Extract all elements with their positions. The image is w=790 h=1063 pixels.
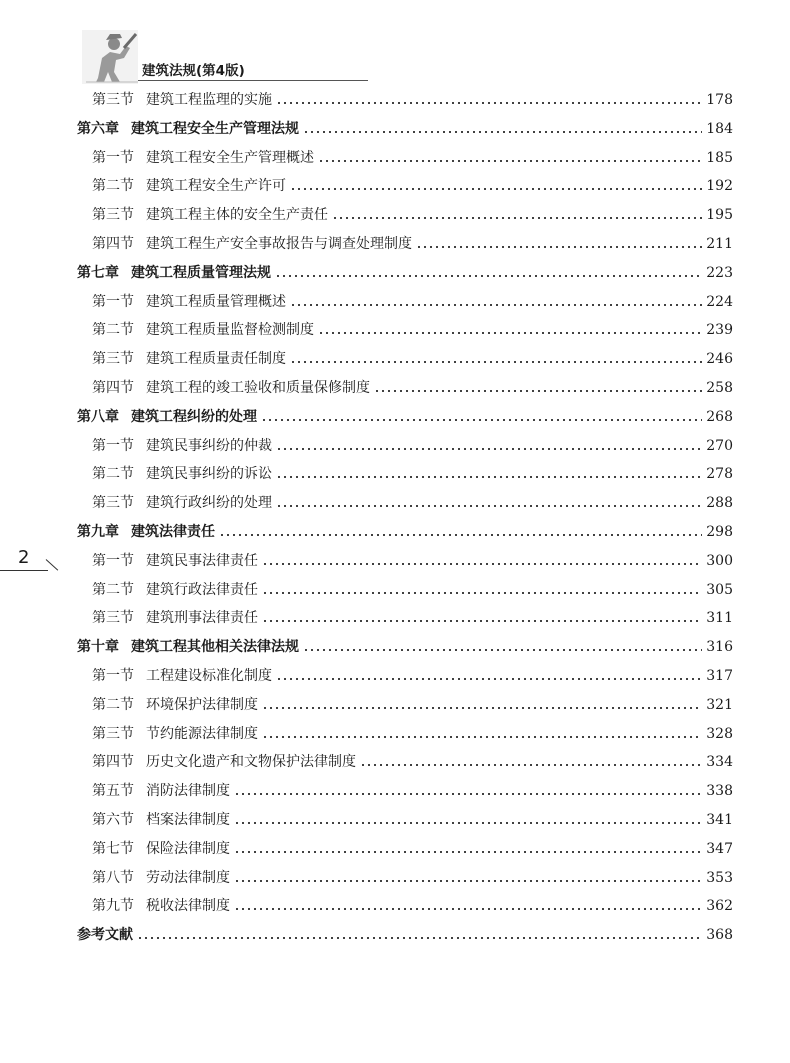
toc-section-row[interactable] [92,432,733,460]
construction-worker-logo-icon [80,28,140,86]
toc-section-row[interactable] [92,777,733,805]
toc-entry-page: 328 [706,725,733,742]
toc-entry-page: 268 [706,408,733,425]
toc-entry-label: 第三节 [92,610,134,627]
toc-chapter-row[interactable] [77,403,733,431]
toc-entry-title: 工程建设标准化制度 [146,668,272,684]
dot-leader [234,822,702,824]
toc-section-row[interactable] [92,720,733,748]
toc-entry-title: 建筑工程安全生产管理法规 [131,120,299,137]
toc-entry-page: 223 [706,264,733,281]
dot-leader [290,361,702,363]
toc-entry-title: 建筑工程纠纷的处理 [131,408,257,425]
dot-leader [275,275,702,277]
toc-chapter-row[interactable] [77,115,733,143]
toc-entry-page: 195 [706,207,733,224]
toc-entry-title: 保险法律制度 [146,840,230,857]
toc-entry-page: 270 [706,437,733,454]
toc-entry-title: 建筑工程安全生产管理概述 [146,149,314,166]
dot-leader [276,678,702,680]
dot-leader [262,620,702,622]
toc-entry-label: 第一节 [92,293,134,310]
toc-section-row[interactable] [92,576,733,604]
toc-section-row[interactable] [92,489,733,517]
toc-entry-title: 建筑工程安全生产许可 [146,178,286,195]
toc-section-row[interactable] [92,547,733,575]
dot-leader [303,131,702,133]
toc-section-row[interactable] [92,86,733,114]
dot-leader [318,160,702,162]
toc-chapter-row[interactable] [77,259,733,287]
page-number: 2 [18,547,30,568]
toc-entry-page: 184 [706,120,733,137]
dot-leader [360,764,702,766]
dot-leader [261,419,702,421]
dot-leader [374,390,702,392]
toc-entry-label: 第一节 [92,437,134,454]
dot-leader [276,505,702,507]
toc-entry-label: 第六节 [92,812,134,828]
toc-entry-page: 211 [706,236,733,252]
toc-entry-label: 第六章 [77,120,119,137]
toc-entry-label: 第五节 [92,783,134,800]
toc-entry-title: 建筑工程的竣工验收和质量保修制度 [146,380,370,396]
toc-entry-page: 362 [706,898,733,915]
toc-entry-page: 341 [706,812,733,828]
toc-entry-title: 建筑工程生产安全事故报告与调查处理制度 [146,236,412,252]
toc-entry-title: 历史文化遗产和文物保护法律制度 [146,754,356,771]
toc-entry-title: 环境保护法律制度 [146,696,258,713]
toc-section-row[interactable] [92,835,733,863]
toc-section-row[interactable] [92,460,733,488]
dot-leader [290,304,702,306]
toc-section-row[interactable] [92,316,733,344]
toc-entry-page: 278 [706,466,733,483]
dot-leader [303,649,702,651]
toc-section-row[interactable] [92,892,733,920]
toc-chapter-row[interactable] [77,921,733,949]
toc-entry-title: 参考文献 [77,927,133,944]
toc-entry-page: 288 [706,495,733,512]
dot-leader [234,908,702,910]
toc-section-row[interactable] [92,806,733,834]
toc-entry-page: 316 [706,639,733,656]
toc-entry-label: 第二节 [92,581,134,598]
toc-entry-label: 第三节 [92,207,134,224]
toc-entry-title: 建筑民事法律责任 [146,552,258,569]
toc-section-row[interactable] [92,288,733,316]
dot-leader [234,880,702,882]
toc-section-row[interactable] [92,201,733,229]
toc-entry-label: 第一节 [92,149,134,166]
toc-entry-label: 第十章 [77,639,119,656]
toc-entry-page: 334 [706,754,733,771]
toc-entry-page: 246 [706,351,733,368]
toc-entry-page: 338 [706,783,733,800]
toc-entry-page: 239 [706,322,733,339]
toc-entry-page: 347 [706,840,733,857]
toc-entry-title: 建筑行政法律责任 [146,581,258,598]
toc-entry-label: 第四节 [92,754,134,771]
toc-entry-title: 建筑工程主体的安全生产责任 [146,207,328,224]
dot-leader [318,332,702,334]
toc-chapter-row[interactable] [77,633,733,661]
toc-entry-title: 建筑刑事法律责任 [146,610,258,627]
toc-entry-label: 第四节 [92,380,134,396]
toc-entry-title: 档案法律制度 [146,812,230,828]
toc-entry-page: 321 [706,696,733,713]
toc-entry-label: 第九节 [92,898,134,915]
toc-entry-label: 第三节 [92,92,134,108]
toc-entry-label: 第三节 [92,495,134,512]
dot-leader [234,851,702,853]
dot-leader [276,448,702,450]
toc-entry-page: 311 [706,610,733,627]
toc-entry-page: 224 [706,293,733,310]
toc-entry-page: 178 [706,92,733,108]
toc-entry-page: 185 [706,149,733,166]
dot-leader [332,217,702,219]
toc-entry-title: 消防法律制度 [146,783,230,800]
toc-section-row[interactable] [92,374,733,402]
toc-entry-label: 第七节 [92,840,134,857]
toc-section-row[interactable] [92,662,733,690]
page-number-rule [0,570,48,571]
toc-entry-label: 第八章 [77,408,119,425]
toc-entry-page: 317 [706,668,733,684]
dot-leader [262,592,702,594]
toc-section-row[interactable] [92,230,733,258]
toc-entry-title: 建筑工程质量责任制度 [146,351,286,368]
toc-entry-page: 305 [706,581,733,598]
toc-entry-title: 建筑行政纠纷的处理 [146,495,272,512]
toc-entry-label: 第二节 [92,178,134,195]
book-title: 建筑法规(第4版) [142,63,245,79]
toc-entry-title: 建筑工程质量管理概述 [146,293,286,310]
toc-section-row[interactable] [92,691,733,719]
dot-leader [137,937,702,939]
toc-entry-label: 第三节 [92,725,134,742]
toc-section-row[interactable] [92,604,733,632]
toc-entry-label: 第四节 [92,236,134,252]
page-number-tick [46,559,59,570]
toc-entry-label: 第二节 [92,466,134,483]
dot-leader [262,707,702,709]
toc-section-row[interactable] [92,144,733,172]
toc-entry-page: 192 [706,178,733,195]
dot-leader [219,534,702,536]
toc-entry-label: 第二节 [92,322,134,339]
toc-entry-title: 建筑工程质量监督检测制度 [146,322,314,339]
toc-entry-label: 第一节 [92,552,134,569]
toc-entry-label: 第一节 [92,668,134,684]
toc-entry-title: 建筑工程监理的实施 [146,92,272,108]
toc-entry-page: 368 [706,927,733,944]
toc-section-row[interactable] [92,345,733,373]
dot-leader [416,246,702,248]
toc-entry-label: 第三节 [92,351,134,368]
dot-leader [276,102,702,104]
dot-leader [290,188,702,190]
toc-entry-title: 建筑民事纠纷的诉讼 [146,466,272,483]
toc-entry-title: 劳动法律制度 [146,869,230,886]
dot-leader [262,563,702,565]
toc-entry-page: 298 [706,524,733,540]
toc-entry-title: 建筑工程质量管理法规 [131,264,271,281]
toc-entry-page: 300 [706,552,733,569]
toc-section-row[interactable] [92,864,733,892]
toc-section-row[interactable] [92,748,733,776]
toc-entry-title: 节约能源法律制度 [146,725,258,742]
dot-leader [262,736,702,738]
dot-leader [234,793,702,795]
header-rule [138,80,368,81]
toc-entry-page: 258 [706,380,733,396]
toc-entry-title: 建筑法律责任 [131,524,215,540]
toc-entry-title: 税收法律制度 [146,898,230,915]
toc-entry-label: 第七章 [77,264,119,281]
toc-entry-title: 建筑工程其他相关法律法规 [131,639,299,656]
toc-chapter-row[interactable] [77,518,733,546]
running-header [72,28,372,88]
toc-entry-label: 第八节 [92,869,134,886]
dot-leader [276,476,702,478]
toc-entry-page: 353 [706,869,733,886]
toc-entry-title: 建筑民事纠纷的仲裁 [146,437,272,454]
toc-entry-label: 第二节 [92,696,134,713]
toc-entry-label: 第九章 [77,524,119,540]
toc-section-row[interactable] [92,172,733,200]
